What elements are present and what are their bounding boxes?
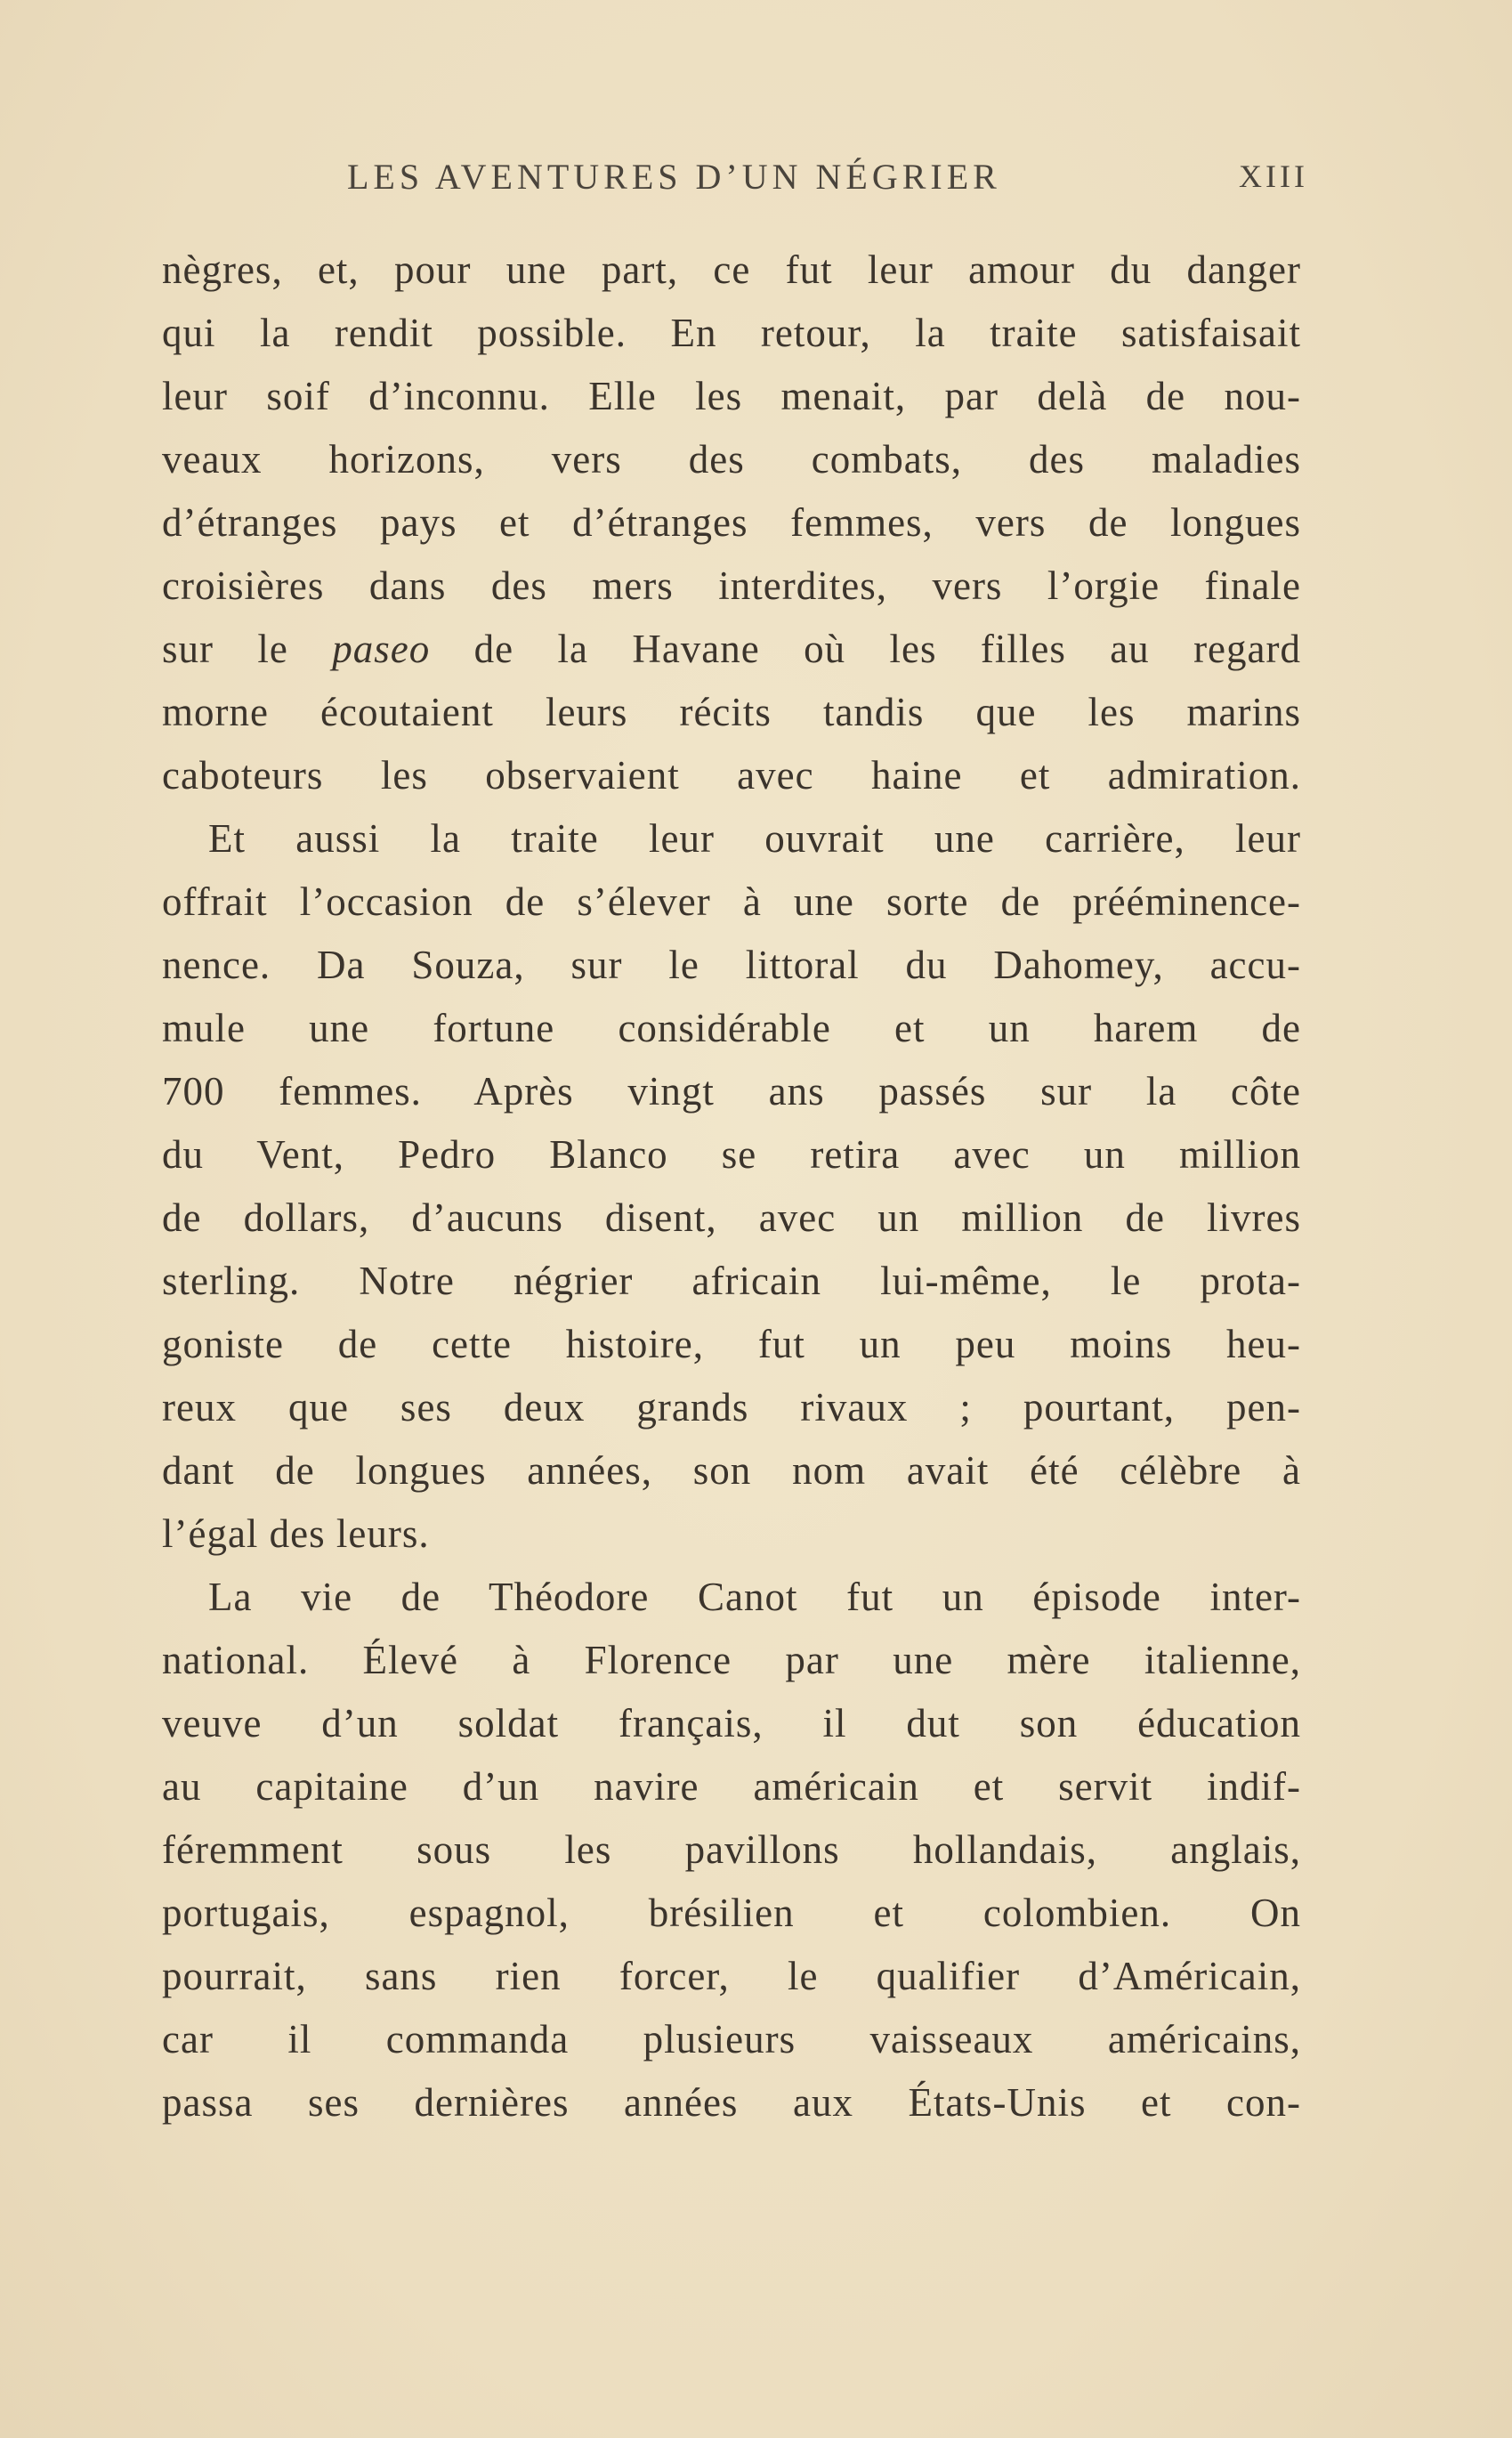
text-line: passa ses dernières années aux États-Unis et con- (162, 2080, 1301, 2125)
text-line: qui la rendit possible. En retour, la traite satisfaisait (162, 311, 1301, 355)
text-line: pourrait, sans rien forcer, le qualifier d’Américain, (162, 1954, 1301, 1998)
text-line: 700 femmes. Après vingt ans passés sur la côte (162, 1069, 1301, 1114)
paragraph-first-line: La vie de Théodore Canot fut un épisode inter- (208, 1575, 1301, 1619)
text-line: du Vent, Pedro Blanco se retira avec un million (162, 1132, 1301, 1177)
text-line: féremment sous les pavillons hollandais, anglais, (162, 1827, 1301, 1872)
text-line: mule une fortune considérable et un harem de (162, 1006, 1301, 1050)
text-line: morne écoutaient leurs récits tandis que les marins (162, 690, 1301, 734)
text-line: reux que ses deux grands rivaux ; pourtant, pen- (162, 1385, 1301, 1430)
paragraph-last-line: l’égal des leurs. (162, 1511, 430, 1556)
paragraph-first-line: Et aussi la traite leur ouvrait une carrière, leur (208, 816, 1301, 861)
text-line: dant de longues années, son nom avait été célèbre à (162, 1448, 1301, 1493)
italic-word: paseo (332, 627, 431, 671)
text-line: national. Élevé à Florence par une mère italienne, (162, 1638, 1301, 1682)
text-line: croisières dans des mers interdites, vers l’orgie finale (162, 563, 1301, 608)
text-line: goniste de cette histoire, fut un peu moins heu- (162, 1322, 1301, 1366)
text-line: nègres, et, pour une part, ce fut leur amour du danger (162, 247, 1301, 292)
text-line: au capitaine d’un navire américain et servit indif- (162, 1764, 1301, 1809)
page-number: XIII (1239, 158, 1308, 194)
text-line: offrait l’occasion de s’élever à une sorte de prééminence- (162, 879, 1301, 924)
text-line: sterling. Notre négrier africain lui-même, le prota- (162, 1259, 1301, 1303)
text-line: veuve d’un soldat français, il dut son éducation (162, 1701, 1301, 1745)
text-line: d’étranges pays et d’étranges femmes, vers de longues (162, 500, 1301, 545)
text-line: car il commanda plusieurs vaisseaux américains, (162, 2017, 1301, 2061)
text-line: portugais, espagnol, brésilien et colombien. On (162, 1891, 1301, 1935)
text-line: sur le paseo de la Havane où les filles au regard (162, 627, 1301, 671)
running-head (160, 156, 1308, 209)
running-title: LES AVENTURES D’UN NÉGRIER (347, 157, 1001, 197)
text-line: nence. Da Souza, sur le littoral du Dahomey, accu- (162, 943, 1301, 987)
text-line: leur soif d’inconnu. Elle les menait, par delà de nou- (162, 374, 1301, 418)
body-text (162, 239, 1301, 2134)
text-line: de dollars, d’aucuns disent, avec un million de livres (162, 1195, 1301, 1240)
text-line: veaux horizons, vers des combats, des maladies (162, 437, 1301, 482)
text-line: caboteurs les observaient avec haine et admiration. (162, 753, 1301, 798)
